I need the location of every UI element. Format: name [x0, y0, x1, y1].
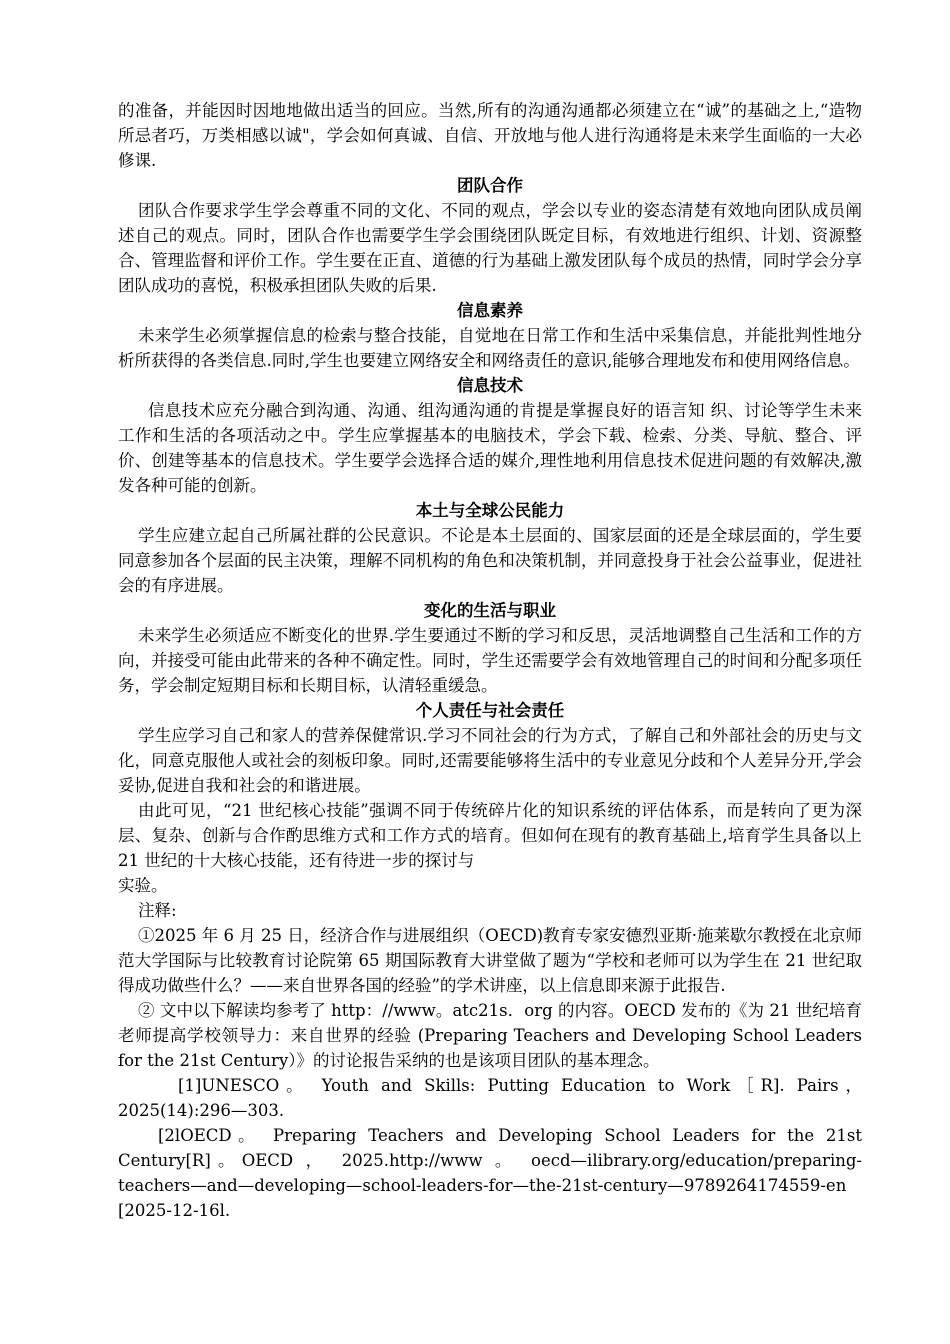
section-heading-teamwork: 团队合作 [457, 176, 523, 195]
section-body-life-career: 未来学生必须适应不断变化的世界.学生要通过不断的学习和反思，灵活地调整自己生活和工作的方向，并接受可能由此带来的各种不确定性。同时，学生还需要学会有效地管理自己的时间和分配多项任务，学会制定短期目标和长期目标，认清轻重缓急。 [118, 626, 862, 695]
section-heading-responsibility: 个人责任与社会责任 [415, 701, 565, 720]
section-body-info-literacy: 未来学生必须掌握信息的检索与整合技能，自觉地在日常工作和生活中采集信息，并能批判性地分析所获得的各类信息.同时,学生也要建立网络安全和网络责任的意识,能够合理地发布和使用网络信息。 [118, 326, 862, 370]
section-heading-citizenship: 本土与全球公民能力 [415, 501, 565, 520]
section-body-responsibility: 学生应学习自己和家人的营养保健常识.学习不同社会的行为方式，了解自己和外部社会的历史与文化，同意克服他人或社会的刻板印象。同时,还需要能够将生活中的专业意见分歧和个人差异分开,学会妥协,促进自我和社会的和谐进展。 [118, 726, 862, 795]
section-body-teamwork: 团队合作要求学生学会尊重不同的文化、不同的观点，学会以专业的姿态清楚有效地向团队成员阐述自己的观点。同时，团队合作也需要学生学会围绕团队既定目标，有效地进行组织、计划、资源整合、管理监督和评价工作。学生要在正直、道德的行为基础上激发团队每个成员的热情，同时学会分享团队成功的喜悦，积极承担团队失败的后果. [118, 201, 862, 295]
conclusion-paragraph: 由此可见，“21 世纪核心技能”强调不同于传统碎片化的知识系统的评估体系，而是转向了更为深层、复杂、创新与合作酌思维方式和工作方式的培育。但如何在现有的教育基础上,培育学生具备以上 21 世纪的十大核心技能，还有待进一步的探讨与 [118, 801, 862, 870]
section-heading-info-tech: 信息技术 [457, 376, 523, 395]
reference-1: [1]UNESCO。 Youth and Skills: Putting Education to Work［R]. Pairs， 2025(14):296—303. [118, 1076, 862, 1120]
reference-2: [2lOECD。 Preparing Teachers and Developing School Leaders for the 21st Century[R]。OECD ， 2025.http://www 。 oecd—ilibrary.org/education/preparing-teachers—and—developing—school-leaders-for—the-21st-century—9789264174559-en [2025-12-16l. [118, 1126, 862, 1220]
intro-paragraph: 的准备，并能因时因地地做出适当的回应。当然,所有的沟通沟通都必须建立在“诚”的基础之上,“造物所忌者巧，万类相感以诚"，学会如何真诚、自信、开放地与他人进行沟通将是未来学生面临的一大必修课. [118, 101, 862, 170]
section-body-info-tech: 信息技术应充分融合到沟通、沟通、组沟通沟通的肯提是掌握良好的语言知 织、讨论等学生未来工作和生活的各项活动之中。学生应掌握基本的电脑技术，学会下载、检索、分类、导航、整合、评价、创建等基本的信息技术。学生要学会选择合适的媒介,理性地利用信息技术促进问题的有效解决,激发各种可能的创新。 [118, 401, 862, 495]
note-1: ①2025 年 6 月 25 日，经济合作与进展组织（OECD)教育专家安德烈亚斯·施莱歇尔教授在北京师范大学国际与比较教育讨论院第 65 期国际教育大讲堂做了题为“学校和老师可以为学生在 21 世纪取得成功做些什么？——来自世界各国的经验”的学术讲座，以上信息即来源于此报告. [118, 926, 862, 995]
document-page [118, 98, 862, 1223]
notes-label: 注释: [138, 901, 177, 920]
section-heading-info-literacy: 信息素养 [457, 301, 523, 320]
conclusion-tail: 实验。 [118, 876, 168, 895]
section-body-citizenship: 学生应建立起自己所属社群的公民意识。不论是本土层面的、国家层面的还是全球层面的，学生要同意参加各个层面的民主决策，理解不同机构的角色和决策机制，并同意投身于社会公益事业，促进社会的有序进展。 [118, 526, 862, 595]
section-heading-life-career: 变化的生活与职业 [424, 601, 556, 620]
note-2: ② 文中以下解读均参考了 http：//www。atc21s．org 的内容。OECD 发布的《为 21 世纪培育老师提高学校领导力：来自世界的经验 (Preparing Teachers and Developing School Leaders for the 21st Century）》的讨论报告采纳的也是该项目团队的基本理念。 [118, 1001, 862, 1070]
